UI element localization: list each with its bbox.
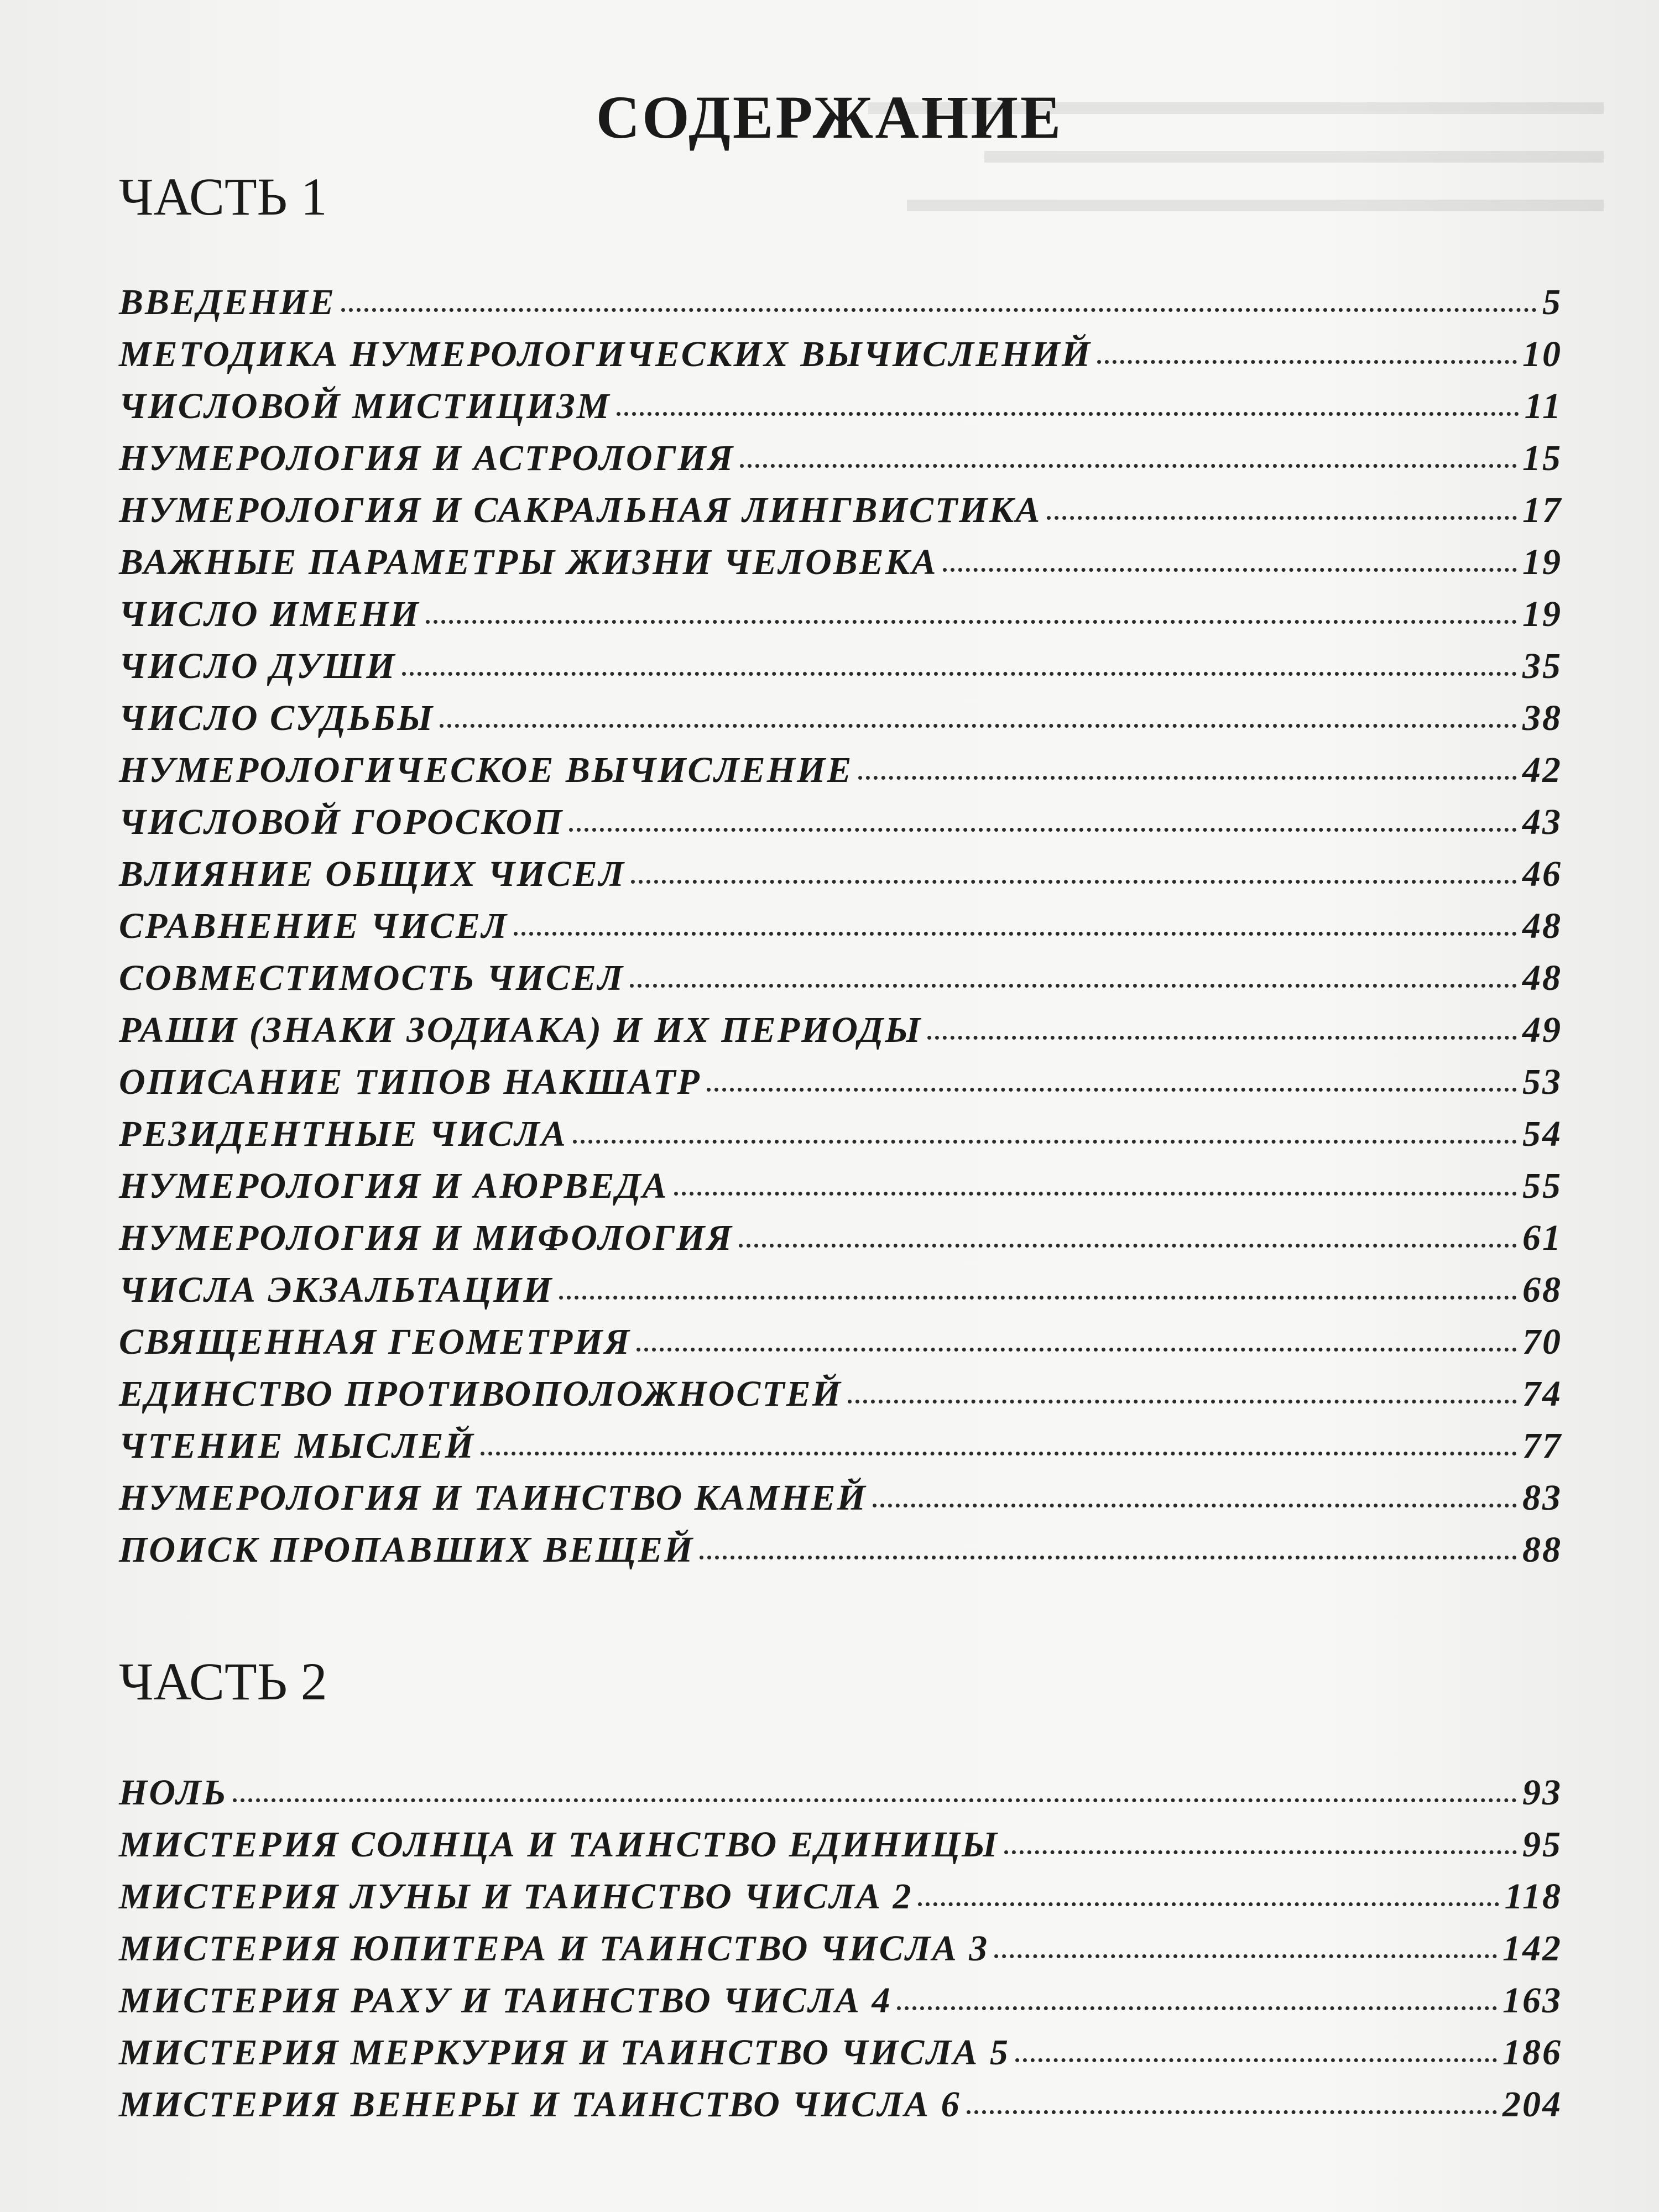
dot-leader — [402, 667, 1517, 676]
dot-leader — [994, 1950, 1497, 1958]
toc-entry-title: НУМЕРОЛОГИЧЕСКОЕ ВЫЧИСЛЕНИЕ — [119, 750, 853, 790]
toc-entry-page: 77 — [1522, 1426, 1562, 1466]
show-through-text: ▬▬▬▬▬▬▬▬▬▬▬▬▬▬▬▬▬▬▬ ▬▬▬▬▬▬▬▬▬▬▬▬▬▬▬▬ ▬▬▬▬▬▬▬▬▬▬▬▬▬▬▬▬▬▬ — [868, 80, 1604, 220]
toc-entry — [119, 2079, 1562, 2131]
toc-entry — [119, 276, 1562, 328]
dot-leader — [1004, 1846, 1517, 1854]
part-2-heading: ЧАСТЬ 2 — [119, 1652, 327, 1711]
toc-entry — [119, 1212, 1562, 1264]
dot-leader — [873, 1499, 1517, 1507]
toc-entry — [119, 1472, 1562, 1524]
toc-entry-title: НУМЕРОЛОГИЯ И МИФОЛОГИЯ — [119, 1218, 733, 1258]
toc-part-2 — [119, 1767, 1562, 2131]
dot-leader — [739, 1239, 1517, 1248]
dot-leader — [897, 2002, 1497, 2010]
toc-entry-title: РЕЗИДЕНТНЫЕ ЧИСЛА — [119, 1114, 567, 1154]
toc-entry-title: СВЯЩЕННАЯ ГЕОМЕТРИЯ — [119, 1322, 632, 1362]
toc-entry-page: 142 — [1503, 1928, 1562, 1969]
toc-entry-title: МИСТЕРИЯ МЕРКУРИЯ И ТАИНСТВО ЧИСЛА 5 — [119, 2032, 1010, 2073]
toc-entry-title: СОВМЕСТИМОСТЬ ЧИСЕЛ — [119, 958, 625, 998]
toc-part-1 — [119, 276, 1562, 1576]
toc-entry-page: 5 — [1542, 282, 1562, 322]
toc-entry-page: 83 — [1522, 1478, 1562, 1518]
toc-entry-title: ПОИСК ПРОПАВШИХ ВЕЩЕЙ — [119, 1530, 695, 1570]
toc-entry-page: 163 — [1503, 1980, 1562, 2021]
toc-entry-page: 55 — [1522, 1166, 1562, 1206]
toc-entry — [119, 1368, 1562, 1420]
toc-entry — [119, 640, 1562, 692]
toc-entry — [119, 1871, 1562, 1923]
toc-entry-title: ВАЖНЫЕ ПАРАМЕТРЫ ЖИЗНИ ЧЕЛОВЕКА — [119, 542, 938, 582]
dot-leader — [440, 719, 1517, 728]
toc-entry-title: МИСТЕРИЯ ЮПИТЕРА И ТАИНСТВО ЧИСЛА 3 — [119, 1928, 989, 1969]
dot-leader — [1015, 2054, 1497, 2062]
toc-entry — [119, 900, 1562, 952]
toc-entry-title: НУМЕРОЛОГИЯ И ТАИНСТВО КАМНЕЙ — [119, 1478, 867, 1518]
dot-leader — [740, 460, 1517, 468]
toc-entry-page: 53 — [1522, 1062, 1562, 1102]
toc-entry-page: 10 — [1522, 334, 1562, 374]
toc-entry — [119, 1420, 1562, 1472]
dot-leader — [700, 1551, 1517, 1559]
toc-entry-title: МИСТЕРИЯ РАХУ И ТАИНСТВО ЧИСЛА 4 — [119, 1980, 892, 2021]
dot-leader — [233, 1794, 1517, 1802]
toc-entry-title: НОЛЬ — [119, 1772, 228, 1813]
toc-entry — [119, 588, 1562, 640]
toc-entry-page: 54 — [1522, 1114, 1562, 1154]
toc-entry-page: 204 — [1503, 2084, 1562, 2125]
dot-leader — [631, 875, 1517, 884]
toc-entry — [119, 1923, 1562, 1975]
toc-entry — [119, 848, 1562, 900]
toc-entry — [119, 1316, 1562, 1368]
toc-entry — [119, 2027, 1562, 2079]
dot-leader — [927, 1031, 1517, 1040]
toc-entry-title: ОПИСАНИЕ ТИПОВ НАКШАТР — [119, 1062, 701, 1102]
dot-leader — [569, 823, 1517, 832]
toc-entry-page: 93 — [1522, 1772, 1562, 1813]
toc-entry-page: 19 — [1522, 594, 1562, 634]
dot-leader — [848, 1395, 1517, 1404]
dot-leader — [617, 408, 1519, 416]
toc-entry-page: 38 — [1522, 698, 1562, 738]
toc-entry-title: МИСТЕРИЯ ВЕНЕРЫ И ТАИНСТВО ЧИСЛА 6 — [119, 2084, 961, 2125]
toc-entry-page: 68 — [1522, 1270, 1562, 1310]
toc-entry — [119, 432, 1562, 484]
toc-entry — [119, 1264, 1562, 1316]
toc-entry-page: 43 — [1522, 802, 1562, 842]
toc-entry-page: 42 — [1522, 750, 1562, 790]
toc-entry-title: СРАВНЕНИЕ ЧИСЕЛ — [119, 906, 509, 946]
toc-entry-page: 46 — [1522, 854, 1562, 894]
toc-entry-title: РАШИ (ЗНАКИ ЗОДИАКА) И ИХ ПЕРИОДЫ — [119, 1010, 922, 1050]
toc-entry — [119, 692, 1562, 744]
toc-entry-title: НУМЕРОЛОГИЯ И АЮРВЕДА — [119, 1166, 669, 1206]
dot-leader — [426, 615, 1517, 624]
dot-leader — [967, 2106, 1497, 2114]
toc-entry-page: 74 — [1522, 1374, 1562, 1414]
toc-entry-title: МЕТОДИКА НУМЕРОЛОГИЧЕСКИХ ВЫЧИСЛЕНИЙ — [119, 334, 1092, 374]
dot-leader — [858, 771, 1517, 780]
toc-entry — [119, 380, 1562, 432]
toc-entry-page: 186 — [1503, 2032, 1562, 2073]
toc-entry — [119, 1108, 1562, 1160]
toc-entry-title: МИСТЕРИЯ СОЛНЦА И ТАИНСТВО ЕДИНИЦЫ — [119, 1824, 999, 1865]
toc-entry-page: 118 — [1504, 1876, 1562, 1917]
toc-entry-page: 48 — [1522, 958, 1562, 998]
toc-entry-title: ЧИСЛА ЭКЗАЛЬТАЦИИ — [119, 1270, 554, 1310]
toc-entry — [119, 1975, 1562, 2027]
toc-entry-title: ВЛИЯНИЕ ОБЩИХ ЧИСЕЛ — [119, 854, 626, 894]
toc-entry-page: 48 — [1522, 906, 1562, 946]
dot-leader — [1047, 512, 1517, 520]
page-title: СОДЕРЖАНИЕ — [596, 83, 1063, 151]
toc-entry-title: МИСТЕРИЯ ЛУНЫ И ТАИНСТВО ЧИСЛА 2 — [119, 1876, 913, 1917]
toc-entry — [119, 952, 1562, 1004]
dot-leader — [630, 979, 1517, 988]
dot-leader — [559, 1291, 1517, 1300]
toc-entry — [119, 1819, 1562, 1871]
toc-entry-page: 11 — [1524, 386, 1562, 426]
toc-entry-page: 19 — [1522, 542, 1562, 582]
toc-entry-title: ЧИСЛОВОЙ МИСТИЦИЗМ — [119, 386, 611, 426]
toc-entry-page: 70 — [1522, 1322, 1562, 1362]
toc-entry — [119, 744, 1562, 796]
dot-leader — [943, 564, 1517, 572]
toc-entry-page: 15 — [1522, 438, 1562, 478]
toc-entry — [119, 1056, 1562, 1108]
dot-leader — [341, 304, 1537, 312]
toc-entry-page: 95 — [1522, 1824, 1562, 1865]
toc-entry — [119, 484, 1562, 536]
toc-entry-title: ЧТЕНИЕ МЫСЛЕЙ — [119, 1426, 476, 1466]
toc-entry-page: 49 — [1522, 1010, 1562, 1050]
toc-entry — [119, 1524, 1562, 1576]
toc-entry-page: 88 — [1522, 1530, 1562, 1570]
dot-leader — [1097, 356, 1517, 364]
toc-entry — [119, 1004, 1562, 1056]
part-1-heading: ЧАСТЬ 1 — [119, 167, 327, 226]
dot-leader — [637, 1343, 1517, 1352]
dot-leader — [481, 1447, 1517, 1455]
dot-leader — [573, 1135, 1517, 1144]
toc-entry-title: ВВЕДЕНИЕ — [119, 282, 336, 322]
toc-entry-page: 17 — [1522, 490, 1562, 530]
dot-leader — [707, 1083, 1517, 1092]
toc-entry-title: ЧИСЛО СУДЬБЫ — [119, 698, 435, 738]
toc-entry-page: 35 — [1522, 646, 1562, 686]
toc-entry-title: НУМЕРОЛОГИЯ И САКРАЛЬНАЯ ЛИНГВИСТИКА — [119, 490, 1042, 530]
toc-entry-title: ЧИСЛОВОЙ ГОРОСКОП — [119, 802, 564, 842]
toc-entry-title: ЧИСЛО ИМЕНИ — [119, 594, 420, 634]
dot-leader — [918, 1898, 1499, 1906]
dot-leader — [514, 927, 1517, 936]
toc-entry — [119, 328, 1562, 380]
toc-entry-title: ЕДИНСТВО ПРОТИВОПОЛОЖНОСТЕЙ — [119, 1374, 842, 1414]
toc-entry — [119, 536, 1562, 588]
toc-entry — [119, 796, 1562, 848]
toc-entry — [119, 1767, 1562, 1819]
toc-entry-title: ЧИСЛО ДУШИ — [119, 646, 397, 686]
toc-entry-title: НУМЕРОЛОГИЯ И АСТРОЛОГИЯ — [119, 438, 735, 478]
dot-leader — [674, 1187, 1517, 1196]
toc-entry — [119, 1160, 1562, 1212]
toc-entry-page: 61 — [1522, 1218, 1562, 1258]
